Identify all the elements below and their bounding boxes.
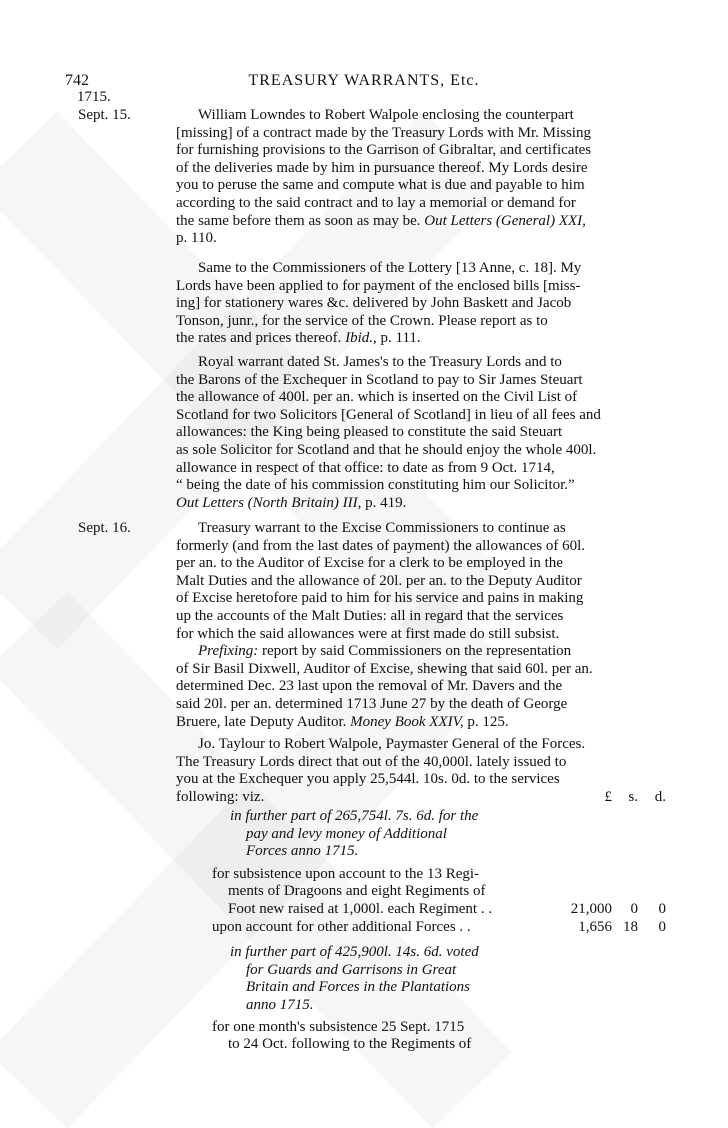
text-line: Prefixing: report by said Commissioners on the representation	[198, 643, 572, 660]
text-line: of Excise heretofore paid to him for his service and pains in making	[176, 590, 584, 607]
text-line: Lords have been applied to for payment of the enclosed bills [miss-	[176, 277, 581, 294]
text-line: “ being the date of his commission constituting him our Solicitor.”	[176, 477, 575, 494]
text-line: allowance in respect of that office: to date as from 9 Oct. 1714,	[176, 459, 555, 476]
text-line: determined Dec. 23 last upon the removal of Mr. Davers and the	[176, 678, 563, 695]
text-line: William Lowndes to Robert Walpole enclosing the counterpart	[198, 107, 574, 123]
row-amount: 21,000 0 0	[570, 900, 666, 917]
money-column-header	[546, 789, 666, 807]
text-line: the rates and prices thereof. Ibid., p. 111.	[176, 330, 421, 347]
schedule-heading: in further part of 425,900l. 14s. 6d. voted for Guards and Garrisons in Great Britain and Forces in the Plantations anno 1715.	[230, 944, 479, 1013]
prefixing-label: Prefixing:	[198, 643, 259, 660]
entry-date: Sept. 15.	[78, 107, 131, 123]
text-line: formerly (and from the last dates of payment) the allowances of 60l.	[176, 537, 586, 554]
text-line: for furnishing provisions to the Garrison of Gibraltar, and certificates	[176, 142, 592, 159]
entry-date: Sept. 16.	[78, 520, 131, 536]
entry-text	[176, 260, 666, 348]
schedule-row: for one month's subsistence 25 Sept. 1715 to 24 Oct. following to the Regiments of	[212, 1018, 472, 1053]
text-line: following: viz.	[176, 788, 265, 805]
source-reference: Ibid.	[345, 330, 374, 347]
entry-text	[176, 354, 666, 512]
page-number: 742	[65, 72, 89, 89]
text-line: you to peruse the same and compute what is due and payable to him	[176, 177, 585, 194]
payment-schedule	[176, 808, 666, 1054]
running-title: TREASURY WARRANTS, Etc.	[248, 72, 480, 89]
text-line: of the deliveries made by him in pursuance thereof. My Lords desire	[176, 159, 588, 176]
text-line: allowances: the King being pleased to constitute the said Steuart	[176, 424, 563, 441]
text-line: said 20l. per an. determined 1713 June 27 by the death of George	[176, 695, 568, 712]
pence-label: d.	[654, 789, 666, 805]
text-line: ing] for stationery wares &c. delivered by John Baskett and Jacob	[176, 295, 572, 312]
pounds-label: £	[604, 789, 612, 805]
text-line: Tonson, junr., for the service of the Crown. Please report as to	[176, 312, 548, 329]
text-line: Bruere, late Deputy Auditor. Money Book XXIV, p. 125.	[176, 713, 509, 730]
schedule-row: for subsistence upon account to the 13 Regi- ments of Dragoons and eight Regiments of Foot new raised at 1,000l. each Regiment . . 21,000 0 0	[212, 865, 666, 917]
entry-text	[176, 107, 666, 248]
text-line: up the accounts of the Malt Duties: all in regard that the services	[176, 607, 564, 624]
text-line: Jo. Taylour to Robert Walpole, Paymaster General of the Forces.	[198, 736, 586, 752]
entry-text	[176, 520, 666, 731]
text-line: of Sir Basil Dixwell, Auditor of Excise, shewing that said 60l. per an.	[176, 660, 593, 677]
text-line: for which the said allowances were at first made do still subsist.	[176, 625, 560, 642]
text-line: Scotland for two Solicitors [General of Scotland] in lieu of all fees and	[176, 406, 601, 423]
year-marker: 1715.	[77, 89, 111, 105]
text-line: The Treasury Lords direct that out of the 40,000l. lately issued to	[176, 753, 567, 770]
schedule-row: upon account for other additional Forces . . 1,656 18 0	[212, 918, 666, 935]
text-line: the Barons of the Exchequer in Scotland to pay to Sir James Steuart	[176, 371, 583, 388]
text-line: according to the said contract and to lay a memorial or demand for	[176, 194, 576, 211]
shillings-label: s.	[628, 789, 638, 805]
text-line: [missing] of a contract made by the Treasury Lords with Mr. Missing	[176, 124, 591, 141]
schedule-heading: in further part of 265,754l. 7s. 6d. for the pay and levy money of Additional Forces anno 1715.	[230, 808, 479, 860]
text-line: Treasury warrant to the Excise Commissioners to continue as	[198, 520, 566, 536]
source-reference: Money Book XXIV,	[350, 713, 464, 730]
text-line: per an. to the Auditor of Excise for a clerk to be employed in the	[176, 555, 563, 572]
text-line: as sole Solicitor for Scotland and that he should enjoy the whole 400l.	[176, 441, 597, 458]
text-line: Out Letters (North Britain) III, p. 419.	[176, 494, 407, 511]
source-reference: Out Letters (North Britain) III,	[176, 494, 362, 511]
text-line: Same to the Commissioners of the Lottery [13 Anne, c. 18]. My	[198, 260, 582, 276]
text-line: you at the Exchequer you apply 25,544l. 10s. 0d. to the services	[176, 771, 560, 788]
text-line: the allowance of 400l. per an. which is inserted on the Civil List of	[176, 389, 578, 406]
text-line: Malt Duties and the allowance of 20l. per an. to the Deputy Auditor	[176, 572, 582, 589]
text-line: Royal warrant dated St. James's to the Treasury Lords and to	[198, 354, 562, 370]
source-reference: Out Letters (General) XXI,	[424, 212, 586, 229]
text-line: the same before them as soon as may be. Out Letters (General) XXI,	[176, 212, 586, 229]
text-line: p. 110.	[176, 230, 217, 247]
row-amount: 1,656 18 0	[578, 918, 666, 935]
